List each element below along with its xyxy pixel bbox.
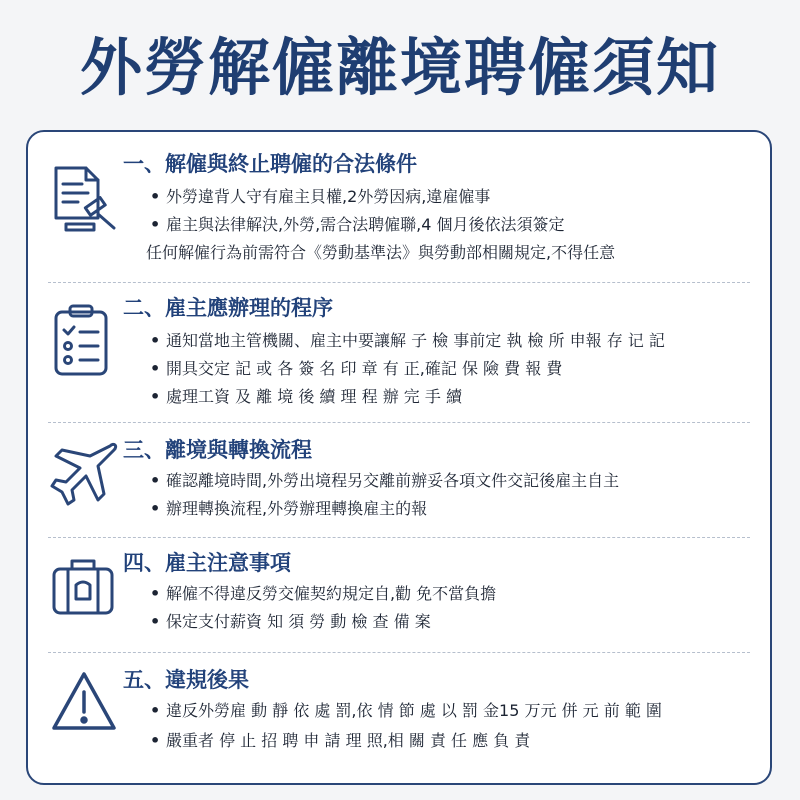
suitcase-icon [48,551,120,623]
bullet-item: • 通知當地主管機關、雇主中要讓解 子 檢 事前定 執 檢 所 申報 存 记 記 [150,331,665,350]
page-title: 外勞解僱離境聘僱須知 [79,31,720,104]
airplane-icon [48,438,120,510]
bullet-item: • 解僱不得違反勞交僱契約規定自,勸 免不當負擔 [150,584,497,603]
bullet-item: • 違反外勞雇 動 靜 依 處 罰,依 情 節 處 以 罰 金15 万元 併 元 前 範 圍 [150,701,662,720]
bullet-item: • 嚴重者 停 止 招 聘 申 請 理 照,相 關 責 任 應 負 責 [150,731,531,750]
clipboard-checklist-icon [48,302,120,374]
section-heading: 一、解僱與終止聘僱的合法條件 [123,152,417,176]
warning-triangle-icon [48,666,120,738]
section-heading: 三、離境與轉換流程 [123,438,312,462]
notice-card [26,130,772,785]
bullet-item: • 確認離境時間,外勞出境程另交離前辦妥各項文件交記後雇主自主 [150,471,620,490]
bullet-continuation: 任何解僱行為前需符合《勞動基準法》與勞動部相關規定,不得任意 [146,243,616,262]
section-heading: 四、雇主注意事項 [123,551,291,575]
bullet-item: • 外勞違背人守有雇主貝權,2外勞因病,違雇僱事 [150,187,491,206]
document-gavel-icon [48,162,120,234]
section-divider [48,537,750,538]
bullet-item: • 辦理轉換流程,外勞辦理轉換雇主的報 [150,499,428,518]
section-heading: 二、雇主應辦理的程序 [123,296,333,320]
section-divider [48,652,750,653]
bullet-item: • 雇主與法律解決,外勞,需合法聘僱聯,4 個月後依法須簽定 [150,215,565,234]
bullet-item: • 開具交定 記 或 各 簽 名 印 章 有 正,確記 保 險 費 報 費 [150,359,563,378]
section-divider [48,422,750,423]
section-heading: 五、違規後果 [123,668,249,692]
bullet-item: • 處理工資 及 離 境 後 續 理 程 辦 完 手 續 [150,387,462,406]
section-divider [48,282,750,283]
bullet-item: • 保定支付薪資 知 須 勞 動 檢 查 備 案 [150,612,431,631]
